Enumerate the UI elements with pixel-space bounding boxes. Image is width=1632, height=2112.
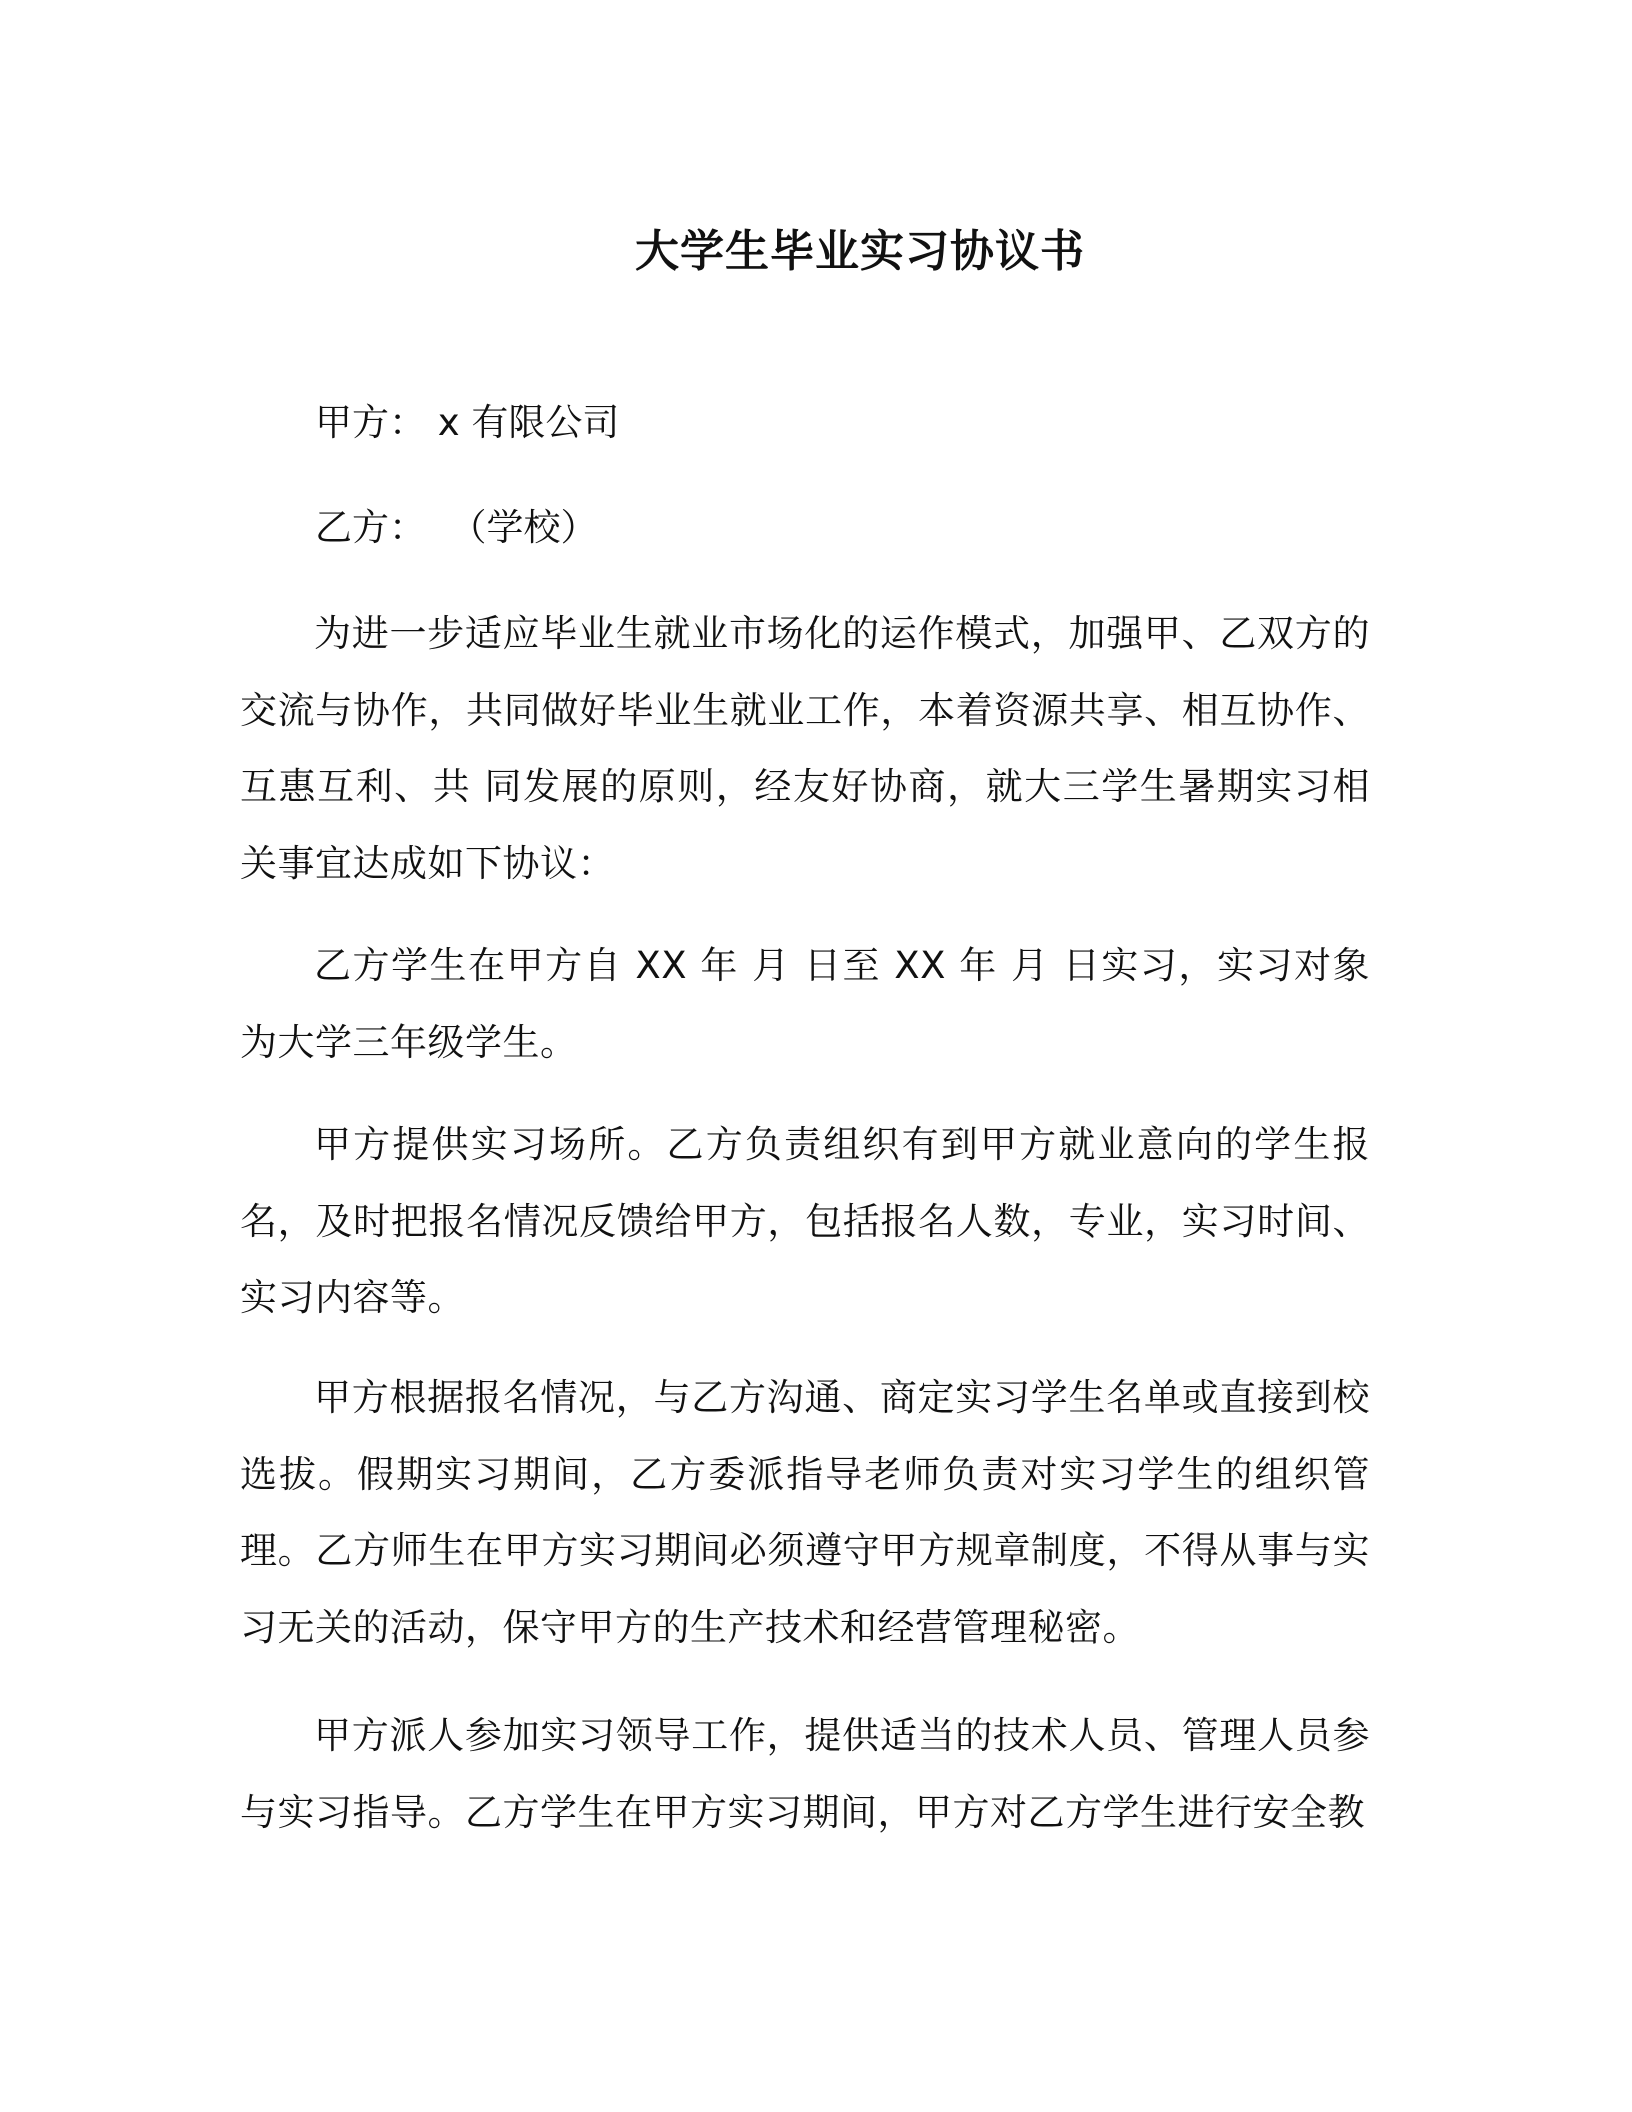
paragraph-guidance-safety: 甲方派人参加实习领导工作，提供适当的技术人员、管理人员参与实习指导。乙方学生在甲方实习期间，甲方对乙方学生进行安全教 [240,1714,1370,1834]
document-title: 大学生毕业实习协议书 [635,226,1085,277]
paragraph-selection-management: 甲方根据报名情况，与乙方沟通、商定实习学生名单或直接到校选拔。假期实习期间，乙方委派指导老师负责对实习学生的组织管理。乙方师生在甲方实习期间必须遵守甲方规章制度，不得从事与实习无关的活动，保守甲方的生产技术和经营管理秘密。 [240,1376,1370,1649]
paragraph-internship-period: 乙方学生在甲方自 XX 年 月 日至 XX 年 月 日实习，实习对象为大学三年级学生。 [240,944,1370,1064]
party-a-line: 甲方： x 有限公司 [315,401,620,444]
paragraph-intro: 为进一步适应毕业生就业市场化的运作模式，加强甲、乙双方的交流与协作，共同做好毕业生就业工作，本着资源共享、相互协作、互惠互利、共 同发展的原则，经友好协商，就大三学生暑期实习相关事宜达成如下协议： [240,612,1370,885]
paragraph-venue-registration: 甲方提供实习场所。乙方负责组织有到甲方就业意向的学生报名，及时把报名情况反馈给甲方，包括报名人数，专业，实习时间、实习内容等。 [240,1123,1370,1319]
party-b-line: 乙方： （学校） [315,506,598,549]
